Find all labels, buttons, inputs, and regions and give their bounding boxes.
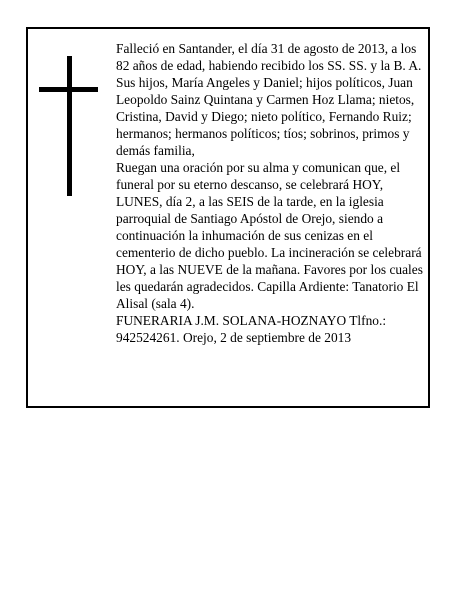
death-announcement: Falleció en Santander, el día 31 de agosto de 2013, a los 82 años de edad, habiendo recibido los SS. SS. y la B. A.: [116, 41, 422, 73]
obituary-text: [116, 40, 424, 346]
cross-icon-bar: [39, 87, 98, 92]
family-list: Sus hijos, María Angeles y Daniel; hijos políticos, Juan Leopoldo Sainz Quintana y Carmen Hoz Llama; nietos, Cristina, David y Diego; nieto político, Fernando Ruiz; hermanos; hermanos políticos; tíos; sobrinos, primos y demás familia,: [116, 75, 415, 158]
cross-icon: [67, 56, 72, 196]
funeral-details: Ruegan una oración por su alma y comunican que, el funeral por su eterno descanso, se celebrará HOY, LUNES, día 2, a las SEIS de la tarde, en la iglesia parroquial de Santiago Apóstol de Orejo, siendo a continuación la inhumación de sus cenizas en el cementerio de dicho pueblo. La incineración se celebrará HOY, a las NUEVE de la mañana. Favores por los cuales les quedarán agradecidos. Capilla Ardiente: Tanatorio El Alisal (sala 4).: [116, 160, 423, 311]
obituary-notice: [26, 27, 430, 408]
funeral-home-contact: FUNERARIA J.M. SOLANA-HOZNAYO Tlfno.: 942524261. Orejo, 2 de septiembre de 2013: [116, 313, 387, 345]
